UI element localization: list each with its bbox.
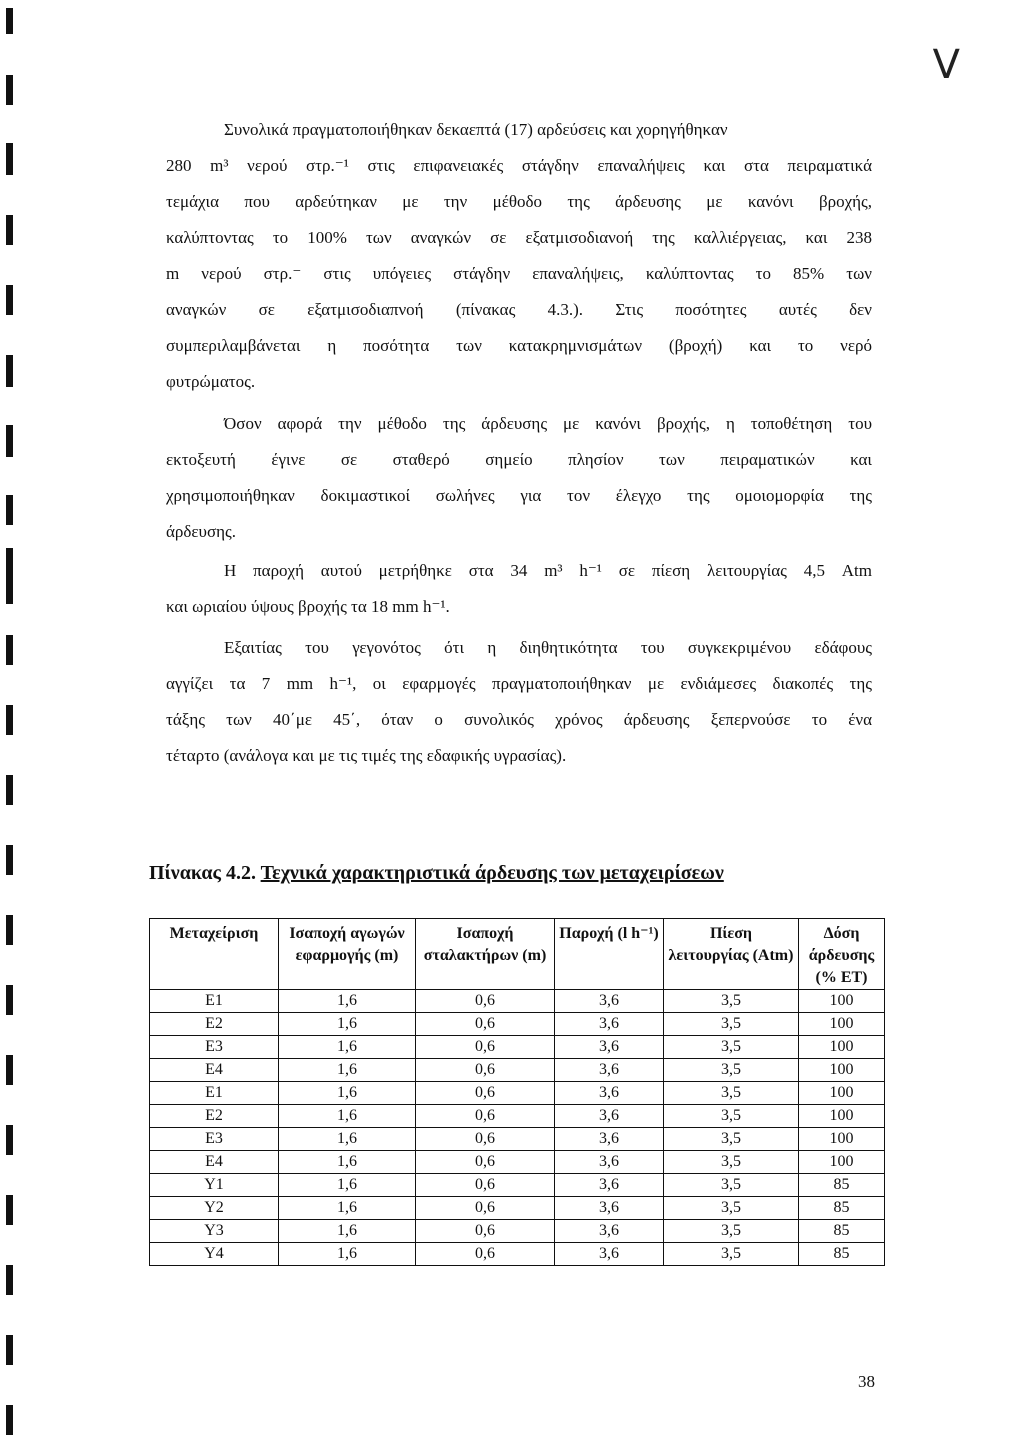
- column-header: Δόση άρδευσης (% ET): [799, 919, 885, 990]
- table-cell: 100: [799, 1082, 885, 1105]
- text-line: συμπεριλαμβάνεται η ποσότητα των κατακρημνισμάτων (βροχή) και το νερό: [166, 336, 872, 355]
- text-line: αναγκών σε εξατμισοδιαπνοή (πίνακας 4.3.). Στις ποσότητες αυτές δεν: [166, 300, 872, 319]
- table-cell: 3,6: [555, 1220, 664, 1243]
- table-cell: 100: [799, 990, 885, 1013]
- table-cell: 100: [799, 1036, 885, 1059]
- table-row: [150, 1105, 885, 1128]
- table-row: [150, 1243, 885, 1266]
- text-line: m νερού στρ.⁻ στις υπόγειες στάγδην επαναλήψεις, καλύπτοντας το 85% των: [166, 264, 872, 283]
- table-cell: 0,6: [416, 1151, 555, 1174]
- table-row: [150, 1082, 885, 1105]
- table-cell: 3,5: [664, 1197, 799, 1220]
- paragraph-flow-rate: [166, 553, 872, 625]
- table-row: [150, 1151, 885, 1174]
- table-cell: 3,5: [664, 1243, 799, 1266]
- table-cell: 3,5: [664, 1059, 799, 1082]
- table-caption-prefix: Πίνακας 4.2.: [149, 862, 256, 884]
- table-cell: Y4: [150, 1243, 279, 1266]
- table-cell: 1,6: [279, 1197, 416, 1220]
- text-line: εκτοξευτή έγινε σε σταθερό σημείο πλησίον των πειραματικών και: [166, 450, 872, 469]
- column-header: Πίεση λειτουργίας (Atm): [664, 919, 799, 990]
- table-cell: 3,6: [555, 1036, 664, 1059]
- table-cell: 100: [799, 1128, 885, 1151]
- table-cell: 3,5: [664, 1082, 799, 1105]
- table-header-row: [150, 919, 885, 990]
- table-row: [150, 1174, 885, 1197]
- table-cell: 0,6: [416, 1197, 555, 1220]
- table-cell: Y1: [150, 1174, 279, 1197]
- page-number: 38: [858, 1372, 875, 1391]
- text-line: Συνολικά πραγματοποιήθηκαν δεκαεπτά (17) αρδεύσεις και χορηγήθηκαν: [224, 120, 728, 139]
- table-row: [150, 990, 885, 1013]
- table-cell: 0,6: [416, 1174, 555, 1197]
- table-row: [150, 1013, 885, 1036]
- table-cell: 0,6: [416, 1105, 555, 1128]
- table-cell: 85: [799, 1243, 885, 1266]
- text-line: Η παροχή αυτού μετρήθηκε στα 34 m³ h⁻¹ σε πίεση λειτουργίας 4,5 Atm: [224, 561, 872, 580]
- table-cell: 3,5: [664, 1013, 799, 1036]
- table-cell: Y3: [150, 1220, 279, 1243]
- text-line: τεμάχια που αρδεύτηκαν με την μέθοδο της άρδευσης με κανόνι βροχής,: [166, 192, 872, 211]
- text-line: και ωριαίου ύψους βροχής τα 18 mm h⁻¹.: [166, 597, 450, 616]
- table-cell: E4: [150, 1151, 279, 1174]
- text-line: Εξαιτίας του γεγονότος ότι η διηθητικότητα του συγκεκριμένου εδάφους: [224, 638, 872, 657]
- handwritten-check-mark: V: [932, 42, 960, 88]
- table-caption-title: Τεχνικά χαρακτηριστικά άρδευσης των μεταχειρίσεων: [260, 862, 724, 884]
- text-line: χρησιμοποιήθηκαν δοκιμαστικοί σωλήνες για τον έλεγχο της ομοιομορφία της: [166, 486, 872, 505]
- table-cell: 3,6: [555, 1174, 664, 1197]
- table-cell: 0,6: [416, 1243, 555, 1266]
- column-header: Ισαποχή αγωγών εφαρμογής (m): [279, 919, 416, 990]
- table-cell: 3,6: [555, 990, 664, 1013]
- table-row: [150, 1059, 885, 1082]
- table-cell: 3,5: [664, 990, 799, 1013]
- table-row: [150, 1220, 885, 1243]
- table-cell: 85: [799, 1197, 885, 1220]
- table-row: [150, 1036, 885, 1059]
- paragraph-infiltration: [166, 630, 872, 774]
- paragraph-water-totals: [166, 112, 872, 400]
- text-line: άρδευσης.: [166, 522, 236, 541]
- text-line: τέταρτο (ανάλογα και με τις τιμές της εδαφικής υγρασίας).: [166, 746, 567, 765]
- table-cell: 0,6: [416, 990, 555, 1013]
- table-cell: 3,6: [555, 1105, 664, 1128]
- table-cell: 3,5: [664, 1036, 799, 1059]
- table-cell: 0,6: [416, 1036, 555, 1059]
- table-cell: E3: [150, 1036, 279, 1059]
- table-cell: 0,6: [416, 1059, 555, 1082]
- table-cell: 0,6: [416, 1128, 555, 1151]
- table-cell: 3,5: [664, 1220, 799, 1243]
- text-line: αγγίζει τα 7 mm h⁻¹, οι εφαρμογές πραγματοποιήθηκαν με ενδιάμεσες διακοπές της: [166, 674, 872, 693]
- text-line: τάξης των 40΄με 45΄, όταν ο συνολικός χρόνος άρδευσης ξεπερνούσε το ένα: [166, 710, 872, 729]
- table-cell: 100: [799, 1151, 885, 1174]
- table-caption: [149, 862, 724, 885]
- table-cell: 1,6: [279, 1082, 416, 1105]
- table-cell: 1,6: [279, 1059, 416, 1082]
- table-row: [150, 1128, 885, 1151]
- column-header: Μεταχείριση: [150, 919, 279, 990]
- table-cell: 3,5: [664, 1128, 799, 1151]
- table-cell: 1,6: [279, 1036, 416, 1059]
- table-cell: E2: [150, 1013, 279, 1036]
- table-cell: 100: [799, 1105, 885, 1128]
- table-cell: 3,5: [664, 1151, 799, 1174]
- table-cell: E1: [150, 990, 279, 1013]
- table-cell: E2: [150, 1105, 279, 1128]
- table-cell: 3,6: [555, 1197, 664, 1220]
- column-header: Παροχή (l h⁻¹): [555, 919, 664, 990]
- table-cell: 85: [799, 1220, 885, 1243]
- table-cell: 0,6: [416, 1220, 555, 1243]
- table-cell: 100: [799, 1059, 885, 1082]
- table-row: [150, 1197, 885, 1220]
- table-cell: 1,6: [279, 1174, 416, 1197]
- text-line: Όσον αφορά την μέθοδο της άρδευσης με κανόνι βροχής, η τοποθέτηση του: [224, 414, 872, 433]
- table-cell: 3,6: [555, 1151, 664, 1174]
- text-line: 280 m³ νερού στρ.⁻¹ στις επιφανειακές στάγδην επαναλήψεις και στα πειραματικά: [166, 156, 872, 175]
- table-cell: 3,6: [555, 1243, 664, 1266]
- table-cell: E1: [150, 1082, 279, 1105]
- table-cell: 0,6: [416, 1013, 555, 1036]
- table-cell: 1,6: [279, 1151, 416, 1174]
- table-cell: 3,6: [555, 1013, 664, 1036]
- text-line: φυτρώματος.: [166, 372, 256, 391]
- table-cell: E3: [150, 1128, 279, 1151]
- table-cell: E4: [150, 1059, 279, 1082]
- table-cell: 0,6: [416, 1082, 555, 1105]
- table-cell: Y2: [150, 1197, 279, 1220]
- paragraph-sprinkler-method: [166, 406, 872, 550]
- table-cell: 1,6: [279, 1105, 416, 1128]
- table-cell: 3,5: [664, 1105, 799, 1128]
- table-cell: 1,6: [279, 1243, 416, 1266]
- table-cell: 3,6: [555, 1128, 664, 1151]
- table-cell: 100: [799, 1013, 885, 1036]
- table-cell: 85: [799, 1174, 885, 1197]
- scan-margin-marks: [6, 0, 26, 1453]
- table-cell: 1,6: [279, 1220, 416, 1243]
- irrigation-characteristics-table: [149, 918, 885, 1266]
- table-cell: 1,6: [279, 990, 416, 1013]
- table-cell: 1,6: [279, 1013, 416, 1036]
- text-line: καλύπτοντας το 100% των αναγκών σε εξατμισοδιανοή της καλλιέργειας, και 238: [166, 228, 872, 247]
- table-cell: 3,5: [664, 1174, 799, 1197]
- table-cell: 3,6: [555, 1059, 664, 1082]
- table-cell: 1,6: [279, 1128, 416, 1151]
- column-header: Ισαποχή σταλακτήρων (m): [416, 919, 555, 990]
- table-cell: 3,6: [555, 1082, 664, 1105]
